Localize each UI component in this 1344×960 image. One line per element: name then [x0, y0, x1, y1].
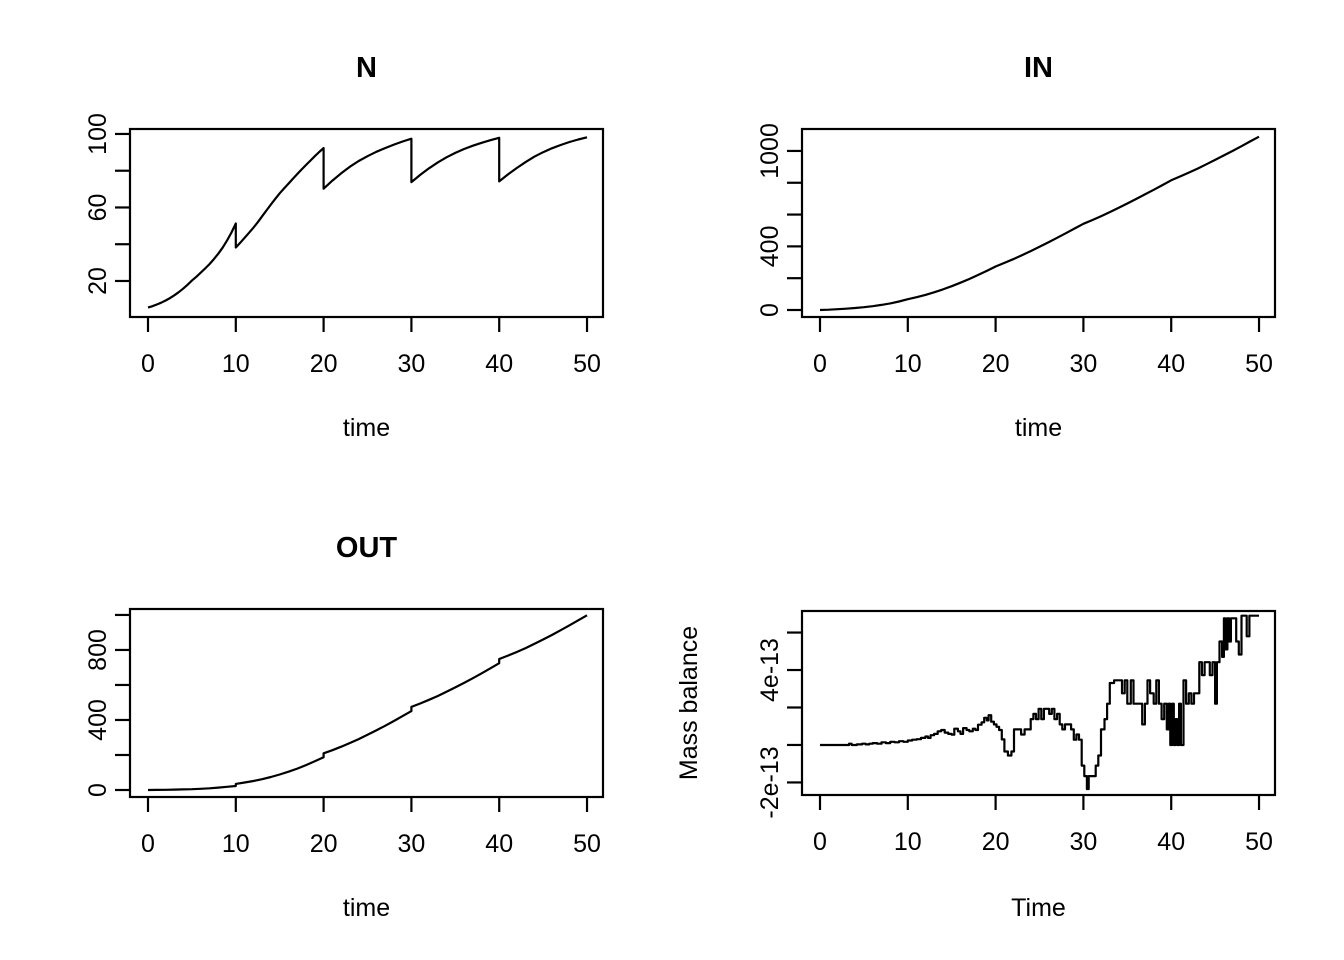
panel-n — [84, 113, 603, 378]
y-tick-label: 800 — [84, 629, 112, 671]
y-tick-label: 0 — [84, 783, 112, 797]
x-tick-label: 0 — [813, 828, 827, 856]
y-tick-label: 4e-13 — [756, 638, 784, 702]
x-tick-label: 10 — [893, 828, 922, 856]
y-tick-label: -2e-13 — [756, 746, 784, 819]
x-tick-label: 30 — [397, 830, 426, 858]
x-tick-label: 30 — [1069, 828, 1098, 856]
x-tick-label: 10 — [221, 830, 250, 858]
y-tick-label: 0 — [756, 303, 784, 317]
x-tick-label: 50 — [1245, 828, 1273, 856]
x-tick-label: 20 — [309, 350, 338, 378]
series-line-mass-balance — [820, 616, 1259, 789]
x-tick-label: 10 — [221, 350, 250, 378]
x-tick-label: 40 — [485, 350, 514, 378]
x-tick-label: 30 — [1069, 350, 1098, 378]
x-tick-label: 20 — [981, 828, 1010, 856]
x-tick-label: 50 — [573, 830, 601, 858]
panel-mass-balance-ylabel: Mass balance — [675, 625, 703, 781]
x-tick-label: 40 — [485, 830, 514, 858]
y-tick-label: 20 — [84, 267, 112, 295]
series-line-n — [148, 137, 587, 307]
panel-in — [756, 123, 1275, 378]
panel-out-title: OUT — [335, 532, 398, 564]
series-line-out — [148, 615, 587, 790]
x-tick-label: 50 — [1245, 350, 1273, 378]
series-line-in — [820, 137, 1259, 310]
plot-box — [130, 609, 603, 797]
panel-in-title: IN — [1024, 52, 1053, 84]
x-tick-label: 0 — [141, 830, 155, 858]
plot-box — [802, 129, 1275, 317]
x-tick-label: 30 — [397, 350, 426, 378]
x-tick-label: 20 — [309, 830, 338, 858]
panel-out — [84, 609, 603, 858]
panel-mass-balance — [756, 611, 1275, 856]
y-tick-label: 400 — [756, 225, 784, 268]
panel-out-xlabel: time — [342, 894, 391, 922]
x-tick-label: 40 — [1157, 828, 1186, 856]
x-tick-label: 20 — [981, 350, 1010, 378]
y-tick-label: 1000 — [756, 123, 784, 179]
x-tick-label: 50 — [573, 350, 601, 378]
x-tick-label: 40 — [1157, 350, 1186, 378]
x-tick-label: 0 — [141, 350, 155, 378]
x-tick-label: 10 — [893, 350, 922, 378]
panel-n-title: N — [356, 52, 377, 84]
y-tick-label: 100 — [84, 113, 112, 155]
plot-box — [802, 611, 1275, 795]
y-tick-label: 60 — [84, 193, 112, 222]
panel-n-xlabel: time — [342, 414, 391, 442]
x-tick-label: 0 — [813, 350, 827, 378]
y-tick-label: 400 — [84, 699, 112, 741]
panel-in-xlabel: time — [1014, 414, 1063, 442]
panel-mass-balance-xlabel: Time — [1011, 894, 1066, 922]
